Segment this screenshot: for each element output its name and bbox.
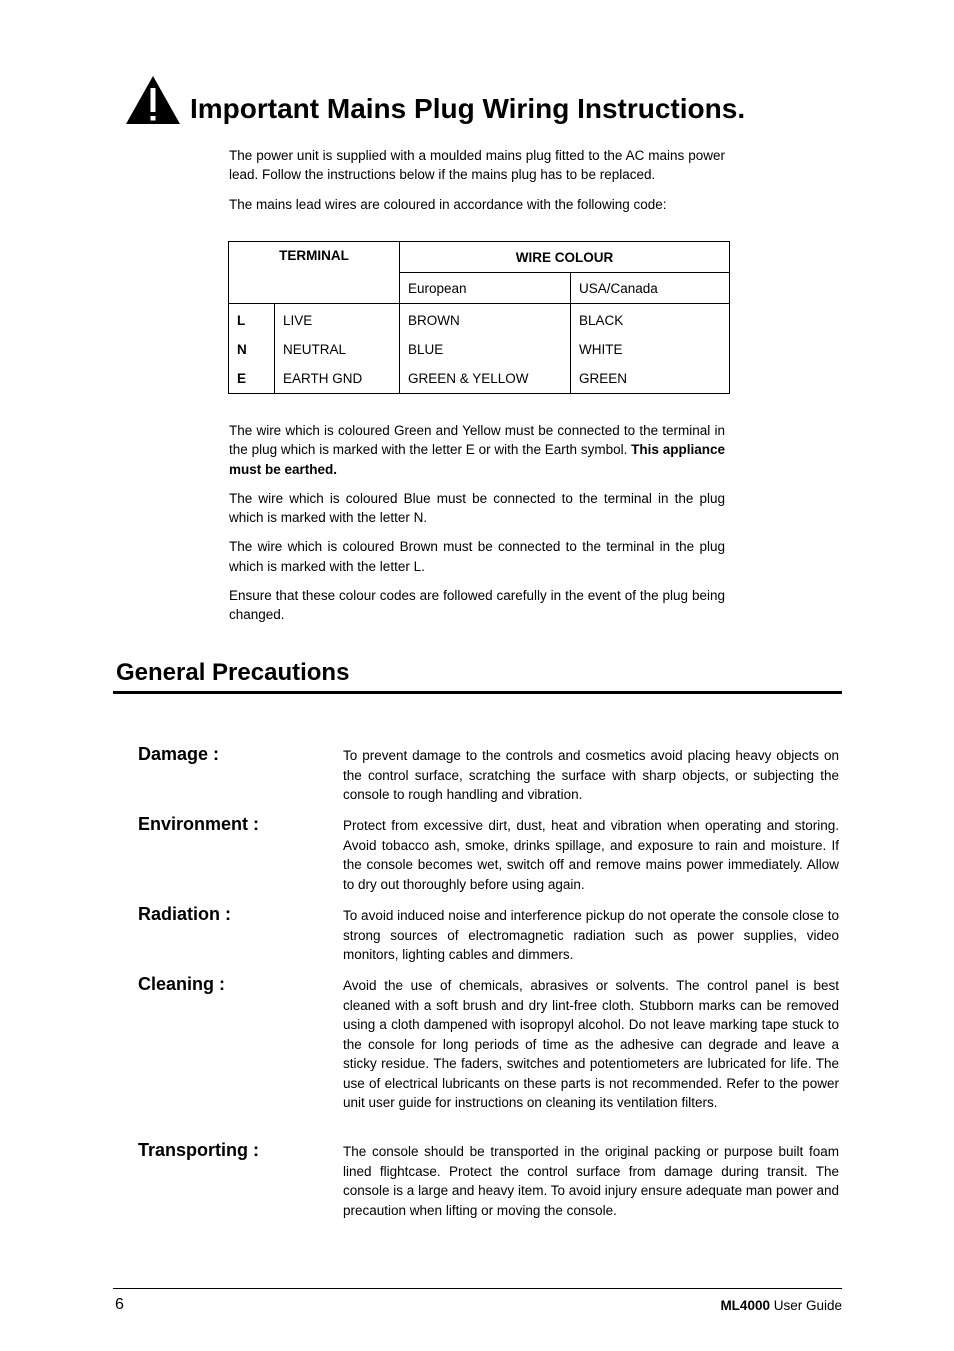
precaution-label: Transporting :: [138, 1140, 259, 1160]
wiring-notes: [229, 421, 725, 634]
table-row: [229, 304, 730, 336]
document-name: [720, 1298, 842, 1313]
precaution-text: Avoid the use of chemicals, abrasives or solvents. The control panel is best cleaned with a soft brush and dry lint-free cloth. Stubborn marks can be removed using a cloth dampened with isopropyl alcohol. Do not leave marking tape stuck to the console for long periods of time as the adhesive can degrade and leave a sticky residue. The faders, switches and potentiometers are lubricated for life. The use of electrical lubricants on these parts is not recommended. Refer to the power unit user guide for instructions on cleaning its ventilation filters.: [343, 978, 839, 1110]
intro-paragraph: The mains lead wires are coloured in accordance with the following code:: [229, 196, 667, 212]
usa-canada-header: USA/Canada: [571, 273, 730, 304]
page-title: Important Mains Plug Wiring Instructions.: [190, 93, 746, 124]
blue-note: The wire which is coloured Blue must be connected to the terminal in the plug which is marked with the letter N.: [229, 490, 725, 526]
brown-note: The wire which is coloured Brown must be connected to the terminal in the plug which is marked with the letter L.: [229, 539, 725, 574]
terminal-code: L: [229, 304, 275, 336]
usa-colour: BLACK: [571, 304, 730, 336]
earth-warning: This appliance must be earthed.: [229, 442, 725, 477]
ensure-note: Ensure that these colour codes are followed carefully in the event of the plug being changed.: [229, 587, 725, 623]
footer-divider: [113, 1288, 842, 1289]
terminal-code: N: [237, 342, 247, 357]
table-row: [229, 335, 730, 364]
terminal-code: E: [237, 371, 247, 386]
usa-colour: GREEN: [571, 364, 730, 394]
precaution-text: To avoid induced noise and interference pickup do not operate the console close to strong sources of electromagnetic radiation such as power supplies, video monitors, lighting cables and dimmers.: [343, 908, 839, 962]
precaution-text: Protect from excessive dirt, dust, heat and vibration when operating and storing. Avoid tobacco ash, smoke, drinks spillage, and exposure to rain and moisture. If the console becomes wet, switch off and remove mains power immediately. Allow to dry out thoroughly before using again.: [343, 818, 839, 892]
precaution-label: Environment :: [138, 814, 260, 834]
precaution-label: Radiation :: [138, 904, 231, 924]
earth-note-text: The wire which is coloured Green and Yellow must be connected to the terminal in the plug which is marked with the letter E or with the Earth symbol.: [229, 423, 725, 458]
wire-colour-table: [228, 241, 730, 394]
terminal-name: EARTH GND: [275, 364, 400, 394]
earth-note: [229, 421, 725, 479]
table-row: [229, 364, 730, 394]
terminal-name: NEUTRAL: [275, 335, 400, 364]
european-colour: BLUE: [400, 335, 571, 364]
warning-triangle-icon: [124, 74, 182, 126]
european-header: European: [400, 273, 571, 304]
intro-paragraph: The power unit is supplied with a moulded mains plug fitted to the AC mains power lead. Follow the instructions below if the mains plug has to be replaced.: [229, 148, 725, 183]
wire-colour-header: WIRE COLOUR: [400, 242, 730, 273]
section-title: General Precautions: [116, 659, 350, 686]
usa-colour: WHITE: [571, 335, 730, 364]
terminal-name: LIVE: [275, 304, 400, 336]
page-heading: [124, 72, 884, 128]
european-colour: BROWN: [400, 304, 571, 336]
terminal-header: TERMINAL: [279, 248, 349, 263]
guide-label: User Guide: [769, 1298, 842, 1313]
intro-text: [229, 146, 725, 224]
product-name: ML4000: [720, 1298, 770, 1313]
precaution-label: Cleaning :: [138, 974, 226, 994]
european-colour: GREEN & YELLOW: [400, 364, 571, 394]
precaution-label: Damage :: [138, 744, 220, 764]
precaution-text: The console should be transported in the original packing or purpose built foam lined flightcase. Protect the control surface from damage during transit. The console is a large and heavy item. To avoid injury ensure adequate man power and precaution when lifting or moving the console.: [343, 1144, 839, 1218]
precaution-text: To prevent damage to the controls and cosmetics avoid placing heavy objects on the control surface, scratching the surface with sharp objects, or subjecting the console to rough handling and vibration.: [343, 748, 839, 802]
section-divider: [113, 691, 842, 694]
page-number: 6: [115, 1296, 124, 1313]
